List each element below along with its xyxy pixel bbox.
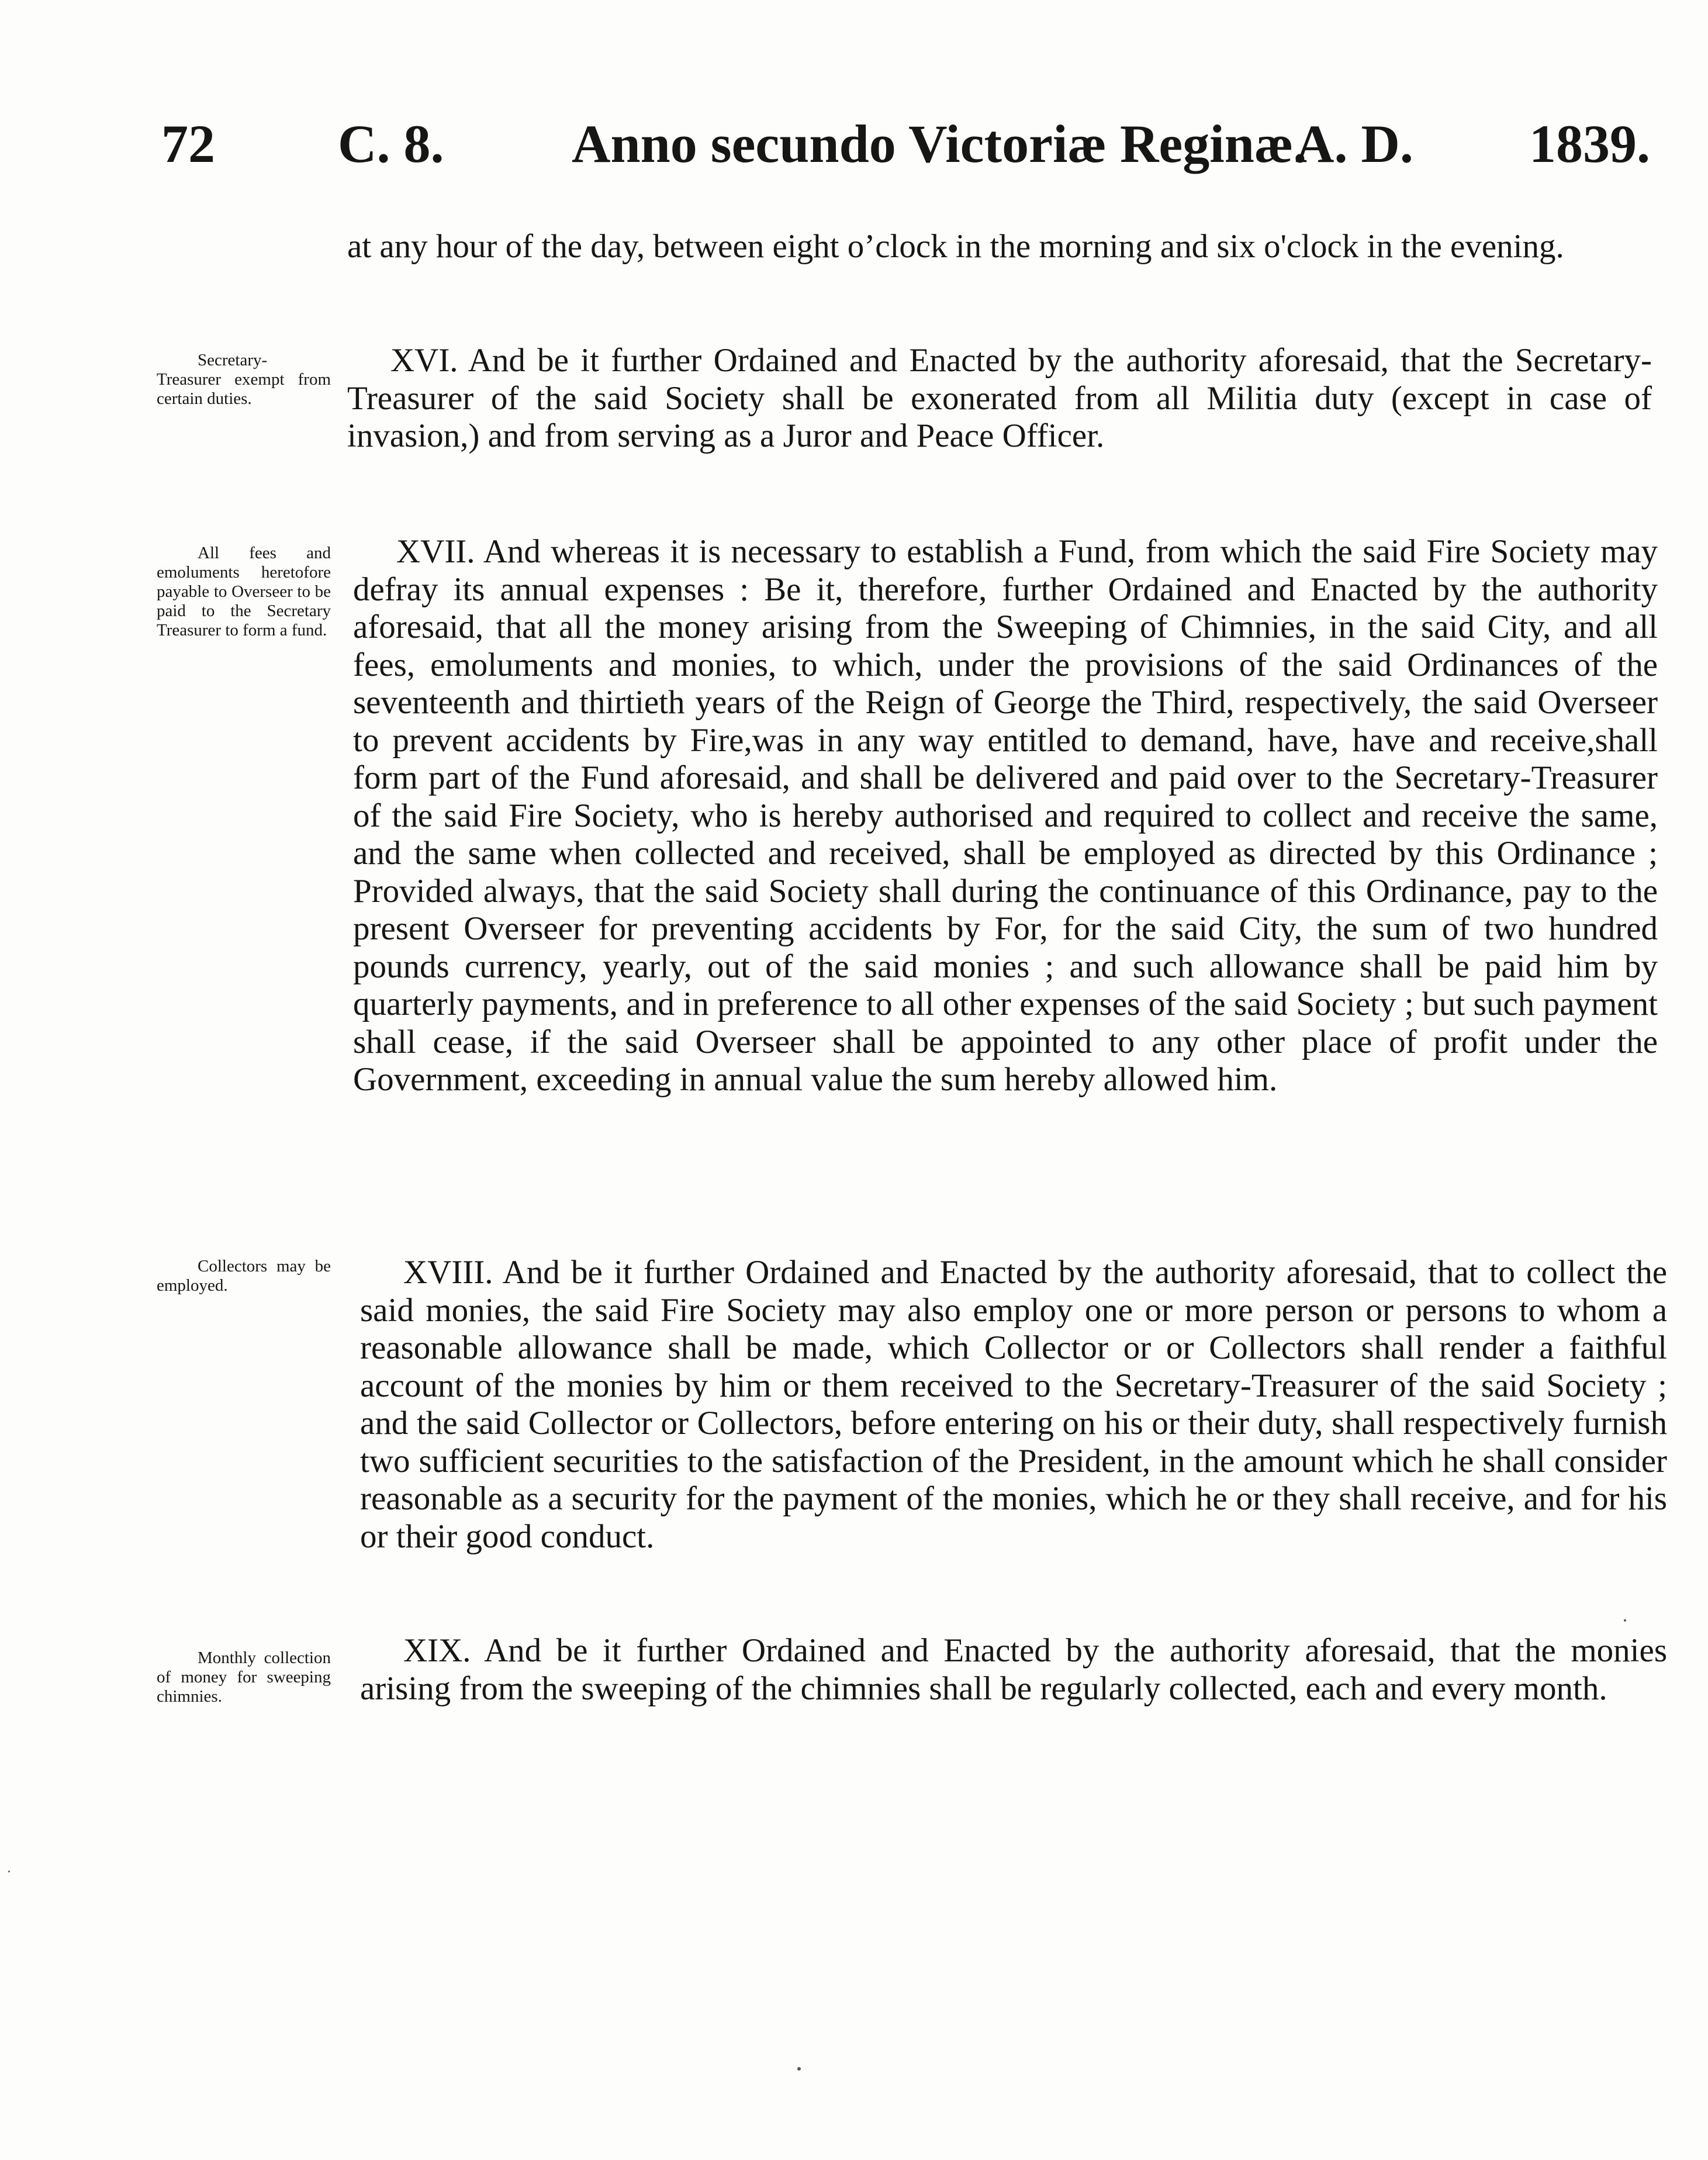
margin-note-xviii: Collectors may be employed. — [157, 1257, 331, 1295]
section-text: And whereas it is necessary to establish a Fund, from which the said Fire Society may defray its annual expenses : Be it, therefore, further Ordained and Enacted by the authority aforesaid, that all the money arising from the Sweeping of Chimnies, in the said City, and all fees, emoluments and monies, to which, under the provisions of the said Ordinances of the seventeenth and thirtieth years of the Reign of George the Third, respectively, the said Overseer to prevent accidents by Fire,was in any way entitled to demand, have, have and receive,shall form part of the Fund aforesaid, and shall be delivered and paid over to the Secretary-Treasurer of the said Fire Society, who is hereby authorised and required to collect and receive the same, and the same when collected and received, shall be employed as directed by this Ordinance ; Provided always, that the said Society shall during the continuance of this Ordinance, pay to the present Overseer for preventing accidents by For, for the said City, the sum of two hundred pounds currency, yearly, out of the said monies ; and such allowance shall be paid him by quarterly payments, and in preference to all other expenses of the said Society ; but such payment shall cease, if the said Overseer shall be appointed to any other place of profit under the Government, exceeding in annual value the sum hereby allowed him. — [353, 533, 1658, 1098]
scan-speck — [1624, 1619, 1626, 1622]
section-number: XVIII. — [403, 1254, 493, 1291]
section-xix — [360, 1632, 1667, 1708]
scan-speck — [8, 1871, 10, 1872]
anno-domini-label: A. D. — [1295, 114, 1413, 174]
section-xvii — [353, 533, 1658, 1099]
scan-speck — [797, 2067, 801, 2071]
section-text: And be it further Ordained and Enacted by the authority aforesaid, that the monies arising from the sweeping of the chimnies shall be regularly collected, each and every month. — [360, 1632, 1667, 1707]
continuation-paragraph — [347, 228, 1652, 266]
section-text: And be it further Ordained and Enacted by the authority aforesaid, that to collect the said monies, the said Fire Society may also employ one or more person or persons to whom a reasonable allowance shall be made, which Collector or or Collectors shall render a faithful account of the monies by him or them received to the Secretary-Treasurer of the said Society ; and the said Collector or Collectors, before entering on his or their duty, shall respectively furnish two sufficient securities to the satisfaction of the President, in the amount which he shall consider reasonable as a security for the payment of the monies, which he or they shall receive, and for his or their good conduct. — [360, 1254, 1667, 1555]
section-number: XIX. — [403, 1632, 471, 1669]
year: 1839. — [1529, 114, 1650, 174]
chapter-number: C. 8. — [338, 114, 444, 174]
section-text: And be it further Ordained and Enacted by the authority aforesaid, that the Secretary-Treasurer of the said Society shall be exonerated from all Militia duty (except in case of invasion,) and from serving as a Juror and Peace Officer. — [347, 342, 1652, 454]
section-xviii — [360, 1254, 1667, 1556]
continuation-text: at any hour of the day, between eight o’clock in the morning and six o'clock in the evening. — [347, 228, 1564, 265]
section-xvi — [347, 342, 1652, 455]
margin-note-xvii: All fees and emoluments heretofore payable to Overseer to be paid to the Secretary Treasurer to form a fund. — [157, 544, 331, 640]
margin-note-xix: Monthly collection of money for sweeping chimnies. — [157, 1648, 331, 1706]
section-number: XVII. — [396, 533, 475, 570]
section-number: XVI. — [390, 342, 458, 379]
margin-note-xvi: Secretary-Treasurer exempt from certain duties. — [157, 351, 331, 408]
page-title: Anno secundo Victoriæ Reginæ. — [572, 114, 1307, 174]
page-number: 72 — [161, 114, 215, 174]
